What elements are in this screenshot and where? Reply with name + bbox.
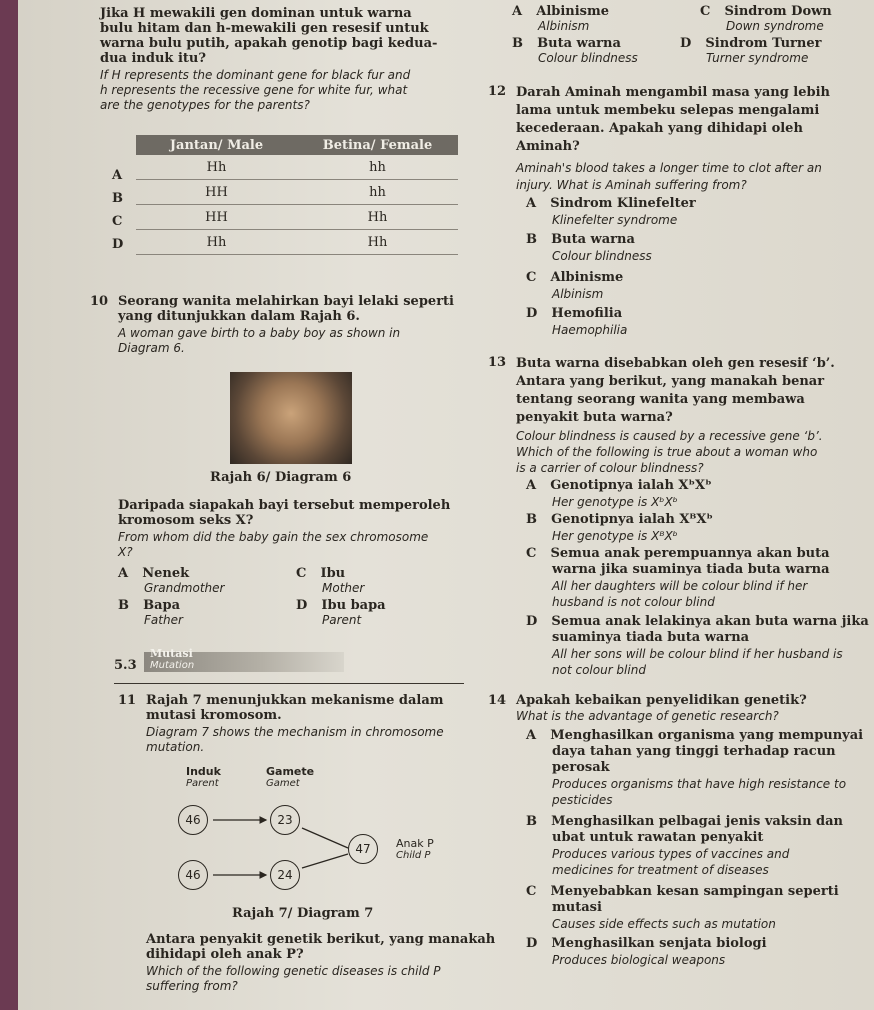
q11-text [146,693,444,723]
q13-line: Buta warna disebabkan oleh gen resesif ‘b’. [516,356,835,371]
q13-line: tentang seorang wanita yang membawa [516,392,805,407]
option-text-en: Mother [322,581,365,595]
intro-ms [100,6,437,66]
option-text-en: Her genotype is XᴮXᵇ [552,529,678,543]
option-text-en: Colour blindness [552,249,652,263]
q13-line: Antara yang berikut, yang manakah benar [516,374,825,389]
option-text: perosak [552,760,610,775]
option-text-en: not colour blind [552,663,646,677]
intro-en-line: h represents the recessive gene for white fur, what [100,83,408,97]
q11-question-en-line: suffering from? [146,979,238,993]
option-text: Hemofilia [551,306,623,321]
q11-option-b[interactable] [512,36,638,66]
option-text-en: Colour blindness [538,51,638,65]
q10-question-en-line: X? [118,545,133,559]
q14-text: Apakah kebaikan penyelidikan genetik? [516,693,807,708]
intro-en-line: are the genotypes for the parents? [100,98,310,112]
q11-question-en [146,964,441,994]
intro-line: Jika H mewakili gen dominan untuk warna [100,6,412,21]
q10-option-a[interactable] [118,566,224,596]
q11-question-line: Antara penyakit genetik berikut, yang manakah [146,932,496,947]
q10-option-c[interactable] [296,566,364,596]
option-text: suaminya tiada buta warna [552,630,750,645]
option-text: Buta warna [551,232,635,247]
section-title-ms: Mutasi [150,647,193,660]
option-letter: A [512,4,523,19]
q13-option-b[interactable] [526,512,713,544]
parent-label: Induk [186,765,221,778]
q13-en-line: Colour blindness is caused by a recessive gene ‘b’. [516,429,823,443]
q12-en-line: injury. What is Aminah suffering from? [516,178,747,192]
q11-option-c[interactable] [700,4,832,34]
option-letter: A [526,196,537,211]
q10-line: Seorang wanita melahirkan bayi lelaki seperti [118,294,454,309]
option-text: daya tahan yang tinggi terhadap racun [552,744,836,759]
row-label: A [112,168,123,183]
q11-text-en [146,725,444,755]
q13-en-line: is a carrier of colour blindness? [516,461,704,475]
cell-female: Hh [297,205,458,230]
option-letter: A [118,566,129,581]
gamete2-circle: 24 [270,860,300,890]
diagram-arrows [198,810,368,880]
q11-line: mutasi kromosom. [146,708,282,723]
option-text: Buta warna [537,36,621,51]
option-text-en: husband is not colour blind [552,595,715,609]
section-title-en: Mutation [150,660,195,671]
intro-line: dua induk itu? [100,51,206,66]
q14-option-c[interactable] [526,884,839,932]
option-text-en: Causes side effects such as mutation [552,917,776,931]
child-label [396,838,434,862]
q11-en-line: Diagram 7 shows the mechanism in chromosome [146,725,444,739]
option-text-en: Produces various types of vaccines and [552,847,790,861]
q12-line: Aminah? [516,139,580,154]
option-text-en: pesticides [552,793,613,807]
q10-question-line: kromosom seks X? [118,513,254,528]
q12-line: lama untuk membeku selepas mengalami [516,103,820,118]
table-header-row [136,135,458,155]
q12-en-line: Aminah's blood takes a longer time to clot after an [516,161,822,175]
parent1-circle: 46 [178,805,208,835]
option-text: Ibu bapa [321,598,386,613]
row-label: C [112,214,123,229]
option-text: Sindrom Klinefelter [550,196,696,211]
option-text-en: Father [144,613,183,627]
option-letter: D [680,36,692,51]
option-text-en: Down syndrome [726,19,824,33]
q14-option-d[interactable] [526,936,767,968]
intro-line: warna bulu putih, apakah genotip bagi kedua- [100,36,438,51]
header-male: Jantan/ Male [136,135,297,155]
option-text: Albinisme [536,4,610,19]
option-text-en: Albinism [552,287,604,301]
intro-en [100,68,410,113]
option-text: Sindrom Down [724,4,832,19]
q12-line: kecederaan. Apakah yang dihidapi oleh [516,121,803,136]
q13-text [516,355,835,427]
gamete-header [266,766,314,790]
q13-line: penyakit buta warna? [516,410,673,425]
table-row [136,180,458,205]
q10-en-line: Diagram 6. [118,341,185,355]
header-female: Betina/ Female [297,135,458,155]
gamete1-circle: 23 [270,805,300,835]
q10-en-line: A woman gave birth to a baby boy as shown in [118,326,401,340]
option-letter: B [526,814,537,829]
q12-text [516,84,830,156]
q10-question-line: Daripada siapakah bayi tersebut memperoleh [118,498,451,513]
q10-text [118,294,454,324]
option-text-en: Her genotype is XᵇXᵇ [552,495,678,509]
option-letter: C [700,4,711,19]
q11-number: 11 [118,693,137,708]
gamete-label: Gamete [266,765,315,778]
q10-question-en [118,530,428,560]
parent-label-en: Parent [186,778,219,789]
option-letter: C [526,546,537,561]
intro-en-line: If H represents the dominant gene for black fur and [100,68,411,82]
q11-option-a[interactable] [512,4,609,34]
q13-text-en [516,428,823,476]
option-letter: C [526,884,537,899]
q11-line: Rajah 7 menunjukkan mekanisme dalam [146,693,444,708]
option-letter: D [526,936,538,951]
option-text: Semua anak lelakinya akan buta warna jika [551,614,869,629]
child-label-ms: Anak P [396,837,434,850]
option-letter: A [526,728,537,743]
option-text-en: Produces organisms that have high resistance to [552,777,847,791]
q11-en-line: mutation. [146,740,205,754]
q10-number: 10 [90,294,109,309]
option-text-en: Klinefelter syndrome [552,213,678,227]
section-title [150,648,194,672]
option-letter: D [526,306,538,321]
option-letter: B [118,598,129,613]
option-text: Albinisme [550,270,624,285]
q12-line: Darah Aminah mengambil masa yang lebih [516,85,830,100]
q10-caption: Rajah 6/ Diagram 6 [210,470,352,485]
q13-number: 13 [488,355,507,370]
q12-option-d[interactable] [526,306,627,338]
cell-female: hh [297,180,458,205]
q11-question [146,932,495,962]
cell-male: HH [136,180,297,205]
section-divider [114,683,464,684]
intro-line: bulu hitam dan h-mewakili gen resesif untuk [100,21,429,36]
exam-page [18,0,874,1010]
option-text: warna jika suaminya tiada buta warna [552,562,830,577]
q11-question-en-line: Which of the following genetic diseases is child P [146,964,441,978]
row-label: D [112,237,124,252]
child-label-en: Child P [396,850,431,861]
option-text: Genotipnya ialah XᵇXᵇ [550,478,712,493]
q11-question-line: dihidapi oleh anak P? [146,947,304,962]
q13-option-d[interactable] [526,614,869,678]
option-text: ubat untuk rawatan penyakit [552,830,764,845]
q12-option-b[interactable] [526,232,652,264]
option-text: Semua anak perempuannya akan buta [550,546,830,561]
cell-female: Hh [297,230,458,255]
q10-option-d[interactable] [296,598,386,628]
option-text-en: All her sons will be colour blind if her husband is [552,647,843,661]
option-text: Sindrom Turner [705,36,822,51]
cell-male: Hh [136,155,297,180]
q12-text-en [516,160,822,194]
q13-option-c[interactable] [526,546,830,610]
option-text: Bapa [143,598,181,613]
option-text-en: Turner syndrome [706,51,809,65]
option-text: mutasi [552,900,602,915]
q12-option-a[interactable] [526,196,696,228]
q12-number: 12 [488,84,507,99]
option-letter: A [526,478,537,493]
parent-header [186,766,221,790]
q11-caption: Rajah 7/ Diagram 7 [232,906,374,921]
table-row [136,205,458,230]
option-text-en: Grandmother [144,581,225,595]
cell-male: Hh [136,230,297,255]
cell-male: HH [136,205,297,230]
option-text: Menyebabkan kesan sampingan seperti [550,884,839,899]
table-row [136,155,458,180]
option-letter: B [512,36,523,51]
table-row-labels [112,164,123,256]
option-text: Genotipnya ialah XᴮXᵇ [551,512,713,527]
q10-option-b[interactable] [118,598,183,628]
option-text-en: Haemophilia [552,323,628,337]
child-circle: 47 [348,834,378,864]
option-text: Menghasilkan senjata biologi [551,936,767,951]
option-text: Menghasilkan organisma yang mempunyai [550,728,864,743]
q10-question [118,498,450,528]
q11-option-d[interactable] [680,36,821,66]
q10-question-en-line: From whom did the baby gain the sex chromosome [118,530,429,544]
q12-option-c[interactable] [526,270,623,302]
option-text: Ibu [320,566,346,581]
option-letter: C [296,566,307,581]
option-letter: D [526,614,538,629]
q13-en-line: Which of the following is true about a woman who [516,445,818,459]
option-text-en: All her daughters will be colour blind if her [552,579,808,593]
q14-option-b[interactable] [526,814,843,878]
option-letter: B [526,512,537,527]
option-text-en: medicines for treatment of diseases [552,863,769,877]
cell-female: hh [297,155,458,180]
option-text: Menghasilkan pelbagai jenis vaksin dan [551,814,844,829]
q10-line: yang ditunjukkan dalam Rajah 6. [118,309,360,324]
q14-option-a[interactable] [526,728,863,808]
q14-text-en: What is the advantage of genetic research? [516,709,779,723]
option-text-en: Albinism [538,19,590,33]
genotype-table [136,135,458,255]
option-text-en: Produces biological weapons [552,953,726,967]
option-text: Nenek [142,566,190,581]
gamete-label-en: Gamet [266,778,300,789]
option-text-en: Parent [322,613,362,627]
section-number: 5.3 [114,658,137,673]
q10-text-en [118,326,400,356]
option-letter: D [296,598,308,613]
row-label: B [112,191,123,206]
q13-option-a[interactable] [526,478,712,510]
option-letter: C [526,270,537,285]
option-letter: B [526,232,537,247]
table-row [136,230,458,255]
parent2-circle: 46 [178,860,208,890]
baby-photo [230,372,352,464]
q14-number: 14 [488,693,507,708]
